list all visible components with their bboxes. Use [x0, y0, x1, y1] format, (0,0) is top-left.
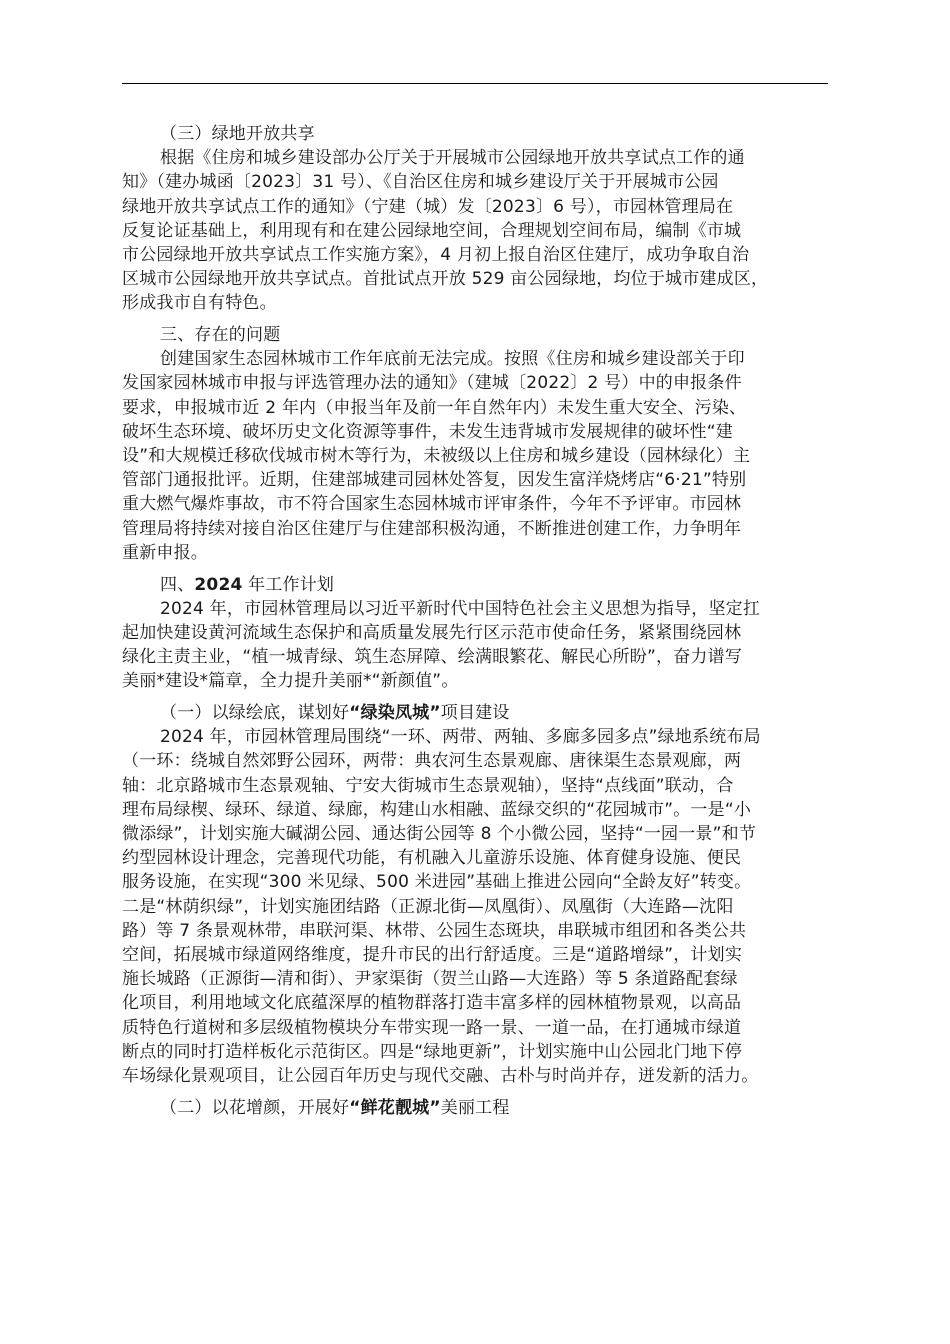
section-plan	[122, 573, 832, 694]
section-heading	[122, 573, 832, 597]
heading-part: 项目建设	[440, 703, 510, 724]
section-problems	[122, 323, 832, 565]
heading-part: 美丽工程	[440, 1097, 510, 1118]
paragraph-line: 管理局将持续对接自治区住建厅与住建部积极沟通，不断推进创建工作，力争明年	[122, 518, 742, 539]
paragraph-line: 重大燃气爆炸事故，市不符合国家生态园林城市评审条件，今年不予评审。市园林	[122, 494, 742, 515]
heading-prefix: 四、	[160, 574, 195, 595]
paragraph-line: 车场绿化景观项目，让公园百年历史与现代交融、古朴与时尚并存，迸发新的活力。	[122, 1065, 759, 1086]
paragraph-line: 美丽*建设*篇章，全力提升美丽*“新颜值”。	[122, 671, 459, 692]
paragraph-line: 二是“林荫织绿”，计划实施团结路（正源北街—凤凰街）、凤凰街（大连路—沈阳	[122, 896, 734, 917]
paragraph-line: 化项目，利用地域文化底蕴深厚的植物群落打造丰富多样的园林植物景观，以高品	[122, 993, 742, 1014]
paragraph-line: 形成我市自有特色。	[122, 293, 277, 314]
paragraph-line: 管部门通报批评。近期，住建部城建司园林处答复，因发生富洋烧烤店“6·21”特别	[122, 470, 747, 491]
paragraph-line: 知》（建办城函〔2023〕31 号）、《自治区住房和城乡建设厅关于开展城市公园	[122, 172, 719, 193]
paragraph-line: 市公园绿地开放共享试点工作实施方案》，4 月初上报自治区住建厅，成功争取自治	[122, 244, 750, 265]
paragraph-line: 破坏生态环境、破坏历史文化资源等事件，未发生违背城市发展规律的破坏性“建	[122, 421, 734, 442]
section-green-open	[122, 122, 832, 316]
paragraph-line: 起加快建设黄河流域生态保护和高质量发展先行区示范市使命任务，紧紧围绕园林	[122, 622, 742, 643]
paragraph-line: 绿地开放共享试点工作的通知》（宁建（城）发〔2023〕6 号），市园林管理局在	[122, 196, 734, 217]
paragraph-line: 设”和大规模迁移砍伐城市树木等行为，未被级以上住房和城乡建设（园林绿化）主	[122, 446, 751, 467]
section-green-base	[122, 701, 832, 1088]
header-rule	[122, 83, 828, 84]
heading-part: （二）以花增颜，开展好	[160, 1097, 350, 1118]
heading-suffix: 年工作计划	[242, 574, 335, 595]
paragraph-line: 2024 年，市园林管理局围绕“一环、两带、两轴、多廊多园多点”绿地系统布局	[160, 727, 761, 748]
heading-emphasis: “绿染凤城”	[349, 703, 441, 724]
paragraph-line: 绿化主责主业，“植一城青绿、筑生态屏障、绘满眼繁花、解民心所盼”，奋力谱写	[122, 647, 743, 668]
heading-part: （一）以绿绘底，谋划好	[160, 703, 350, 724]
section-heading: 三、存在的问题	[160, 325, 281, 346]
section-heading	[122, 1096, 832, 1120]
heading-year: 2024	[194, 574, 243, 595]
paragraph-line: 理布局绿楔、绿环、绿道、绿廊，构建山水相融、蓝绿交织的“花园城市”。一是“小	[122, 799, 752, 820]
paragraph-line: 根据《住房和城乡建设部办公厅关于开展城市公园绿地开放共享试点工作的通	[160, 148, 745, 169]
paragraph-line: 路）等 7 条景观林带，串联河渠、林带、公园生态斑块，串联城市组团和各类公共	[122, 920, 747, 941]
paragraph-line: 发国家园林城市申报与评选管理办法的通知》（建城〔2022〕2 号）中的申报条件	[122, 373, 742, 394]
section-heading	[122, 701, 832, 725]
paragraph-line: 要求，申报城市近 2 年内（申报当年及前一年自然年内）未发生重大安全、污染、	[122, 397, 747, 418]
paragraph-line: 空间，拓展城市绿道网络维度，提升市民的出行舒适度。三是“道路增绿”，计划实	[122, 944, 743, 965]
paragraph-line: 重新申报。	[122, 542, 208, 563]
paragraph-line: 轴：北京路城市生态景观轴、宁安大街城市生态景观轴），坚持“点线面”联动，合	[122, 775, 734, 796]
paragraph-line: 2024 年，市园林管理局以习近平新时代中国特色社会主义思想为指导，坚定扛	[160, 598, 761, 619]
paragraph-line: 创建国家生态园林城市工作年底前无法完成。按照《住房和城乡建设部关于印	[160, 349, 745, 370]
document-body	[122, 122, 832, 1127]
paragraph-line: 服务设施，在实现“300 米见绿、500 米进园”基础上推进公园向“全龄友好”转变。	[122, 872, 752, 893]
paragraph-line: 微添绿”，计划实施大碱湖公园、通达街公园等 8 个小微公园，坚持“一园一景”和节	[122, 824, 757, 845]
section-flowers	[122, 1096, 832, 1120]
paragraph-line: 施长城路（正源街—清和街）、尹家渠街（贺兰山路—大连路）等 5 条道路配套绿	[122, 969, 738, 990]
section-heading: （三）绿地开放共享	[160, 124, 315, 144]
paragraph-line: 质特色行道树和多层级植物模块分车带实现一路一景、一道一品，在打通城市绿道	[122, 1017, 742, 1038]
paragraph-line: 断点的同时打造样板化示范街区。四是“绿地更新”，计划实施中山公园北门地下停	[122, 1041, 743, 1062]
paragraph-line: （一环：绕城自然郊野公园环，两带：典农河生态景观廊、唐徕渠生态景观廊，两	[122, 751, 742, 772]
paragraph-line: 反复论证基础上，利用现有和在建公园绿地空间，合理规划空间布局，编制《市城	[122, 220, 742, 241]
paragraph-line: 约型园林设计理念，完善现代功能，有机融入儿童游乐设施、体育健身设施、便民	[122, 848, 742, 869]
heading-emphasis: “鲜花靓城”	[349, 1097, 441, 1118]
paragraph-line: 区城市公园绿地开放共享试点。首批试点开放 529 亩公园绿地，均位于城市建成区，	[122, 269, 769, 290]
